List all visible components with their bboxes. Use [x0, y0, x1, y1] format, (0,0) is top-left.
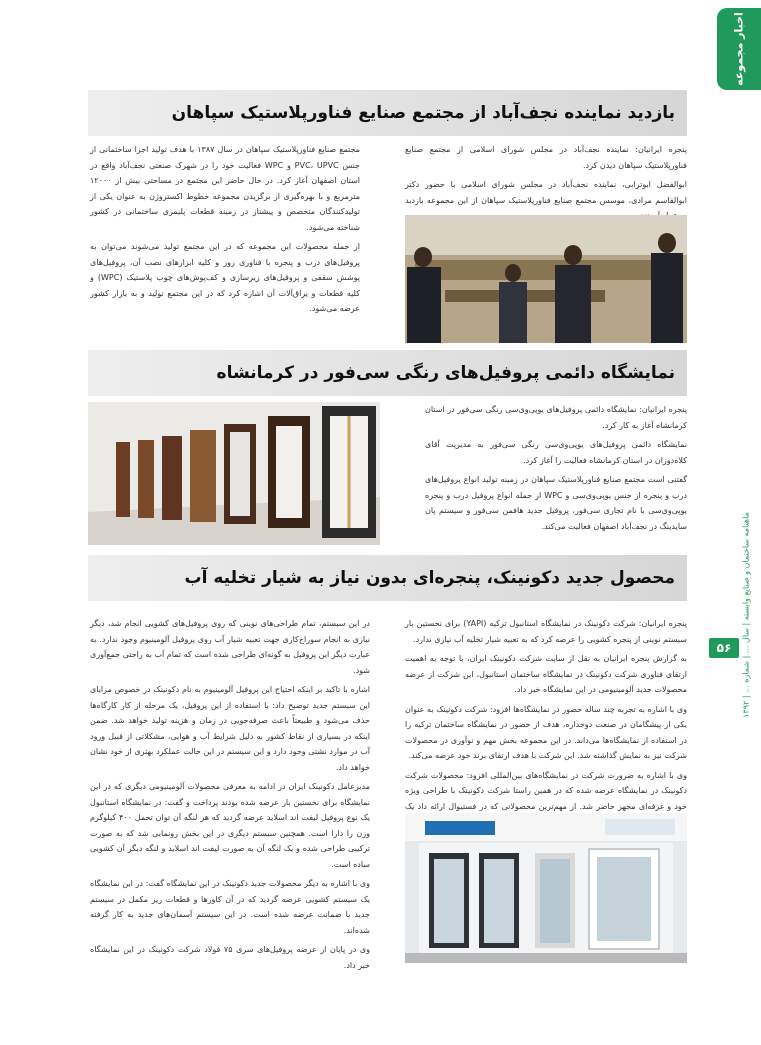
article2-para: گفتنی است مجتمع صنایع فناورپلاستیک سپاهان در زمینه تولید انواع پروفیل‌های درب و پنجره از جنس یوپی‌وی‌سی و WPC از جمله انواع پروفیل درب و پنجره یوپی‌وی‌سی با نام تجاری سی‌فور، پروفیل جدید هافمن سی‌فور و سیستم پان سایدینگ در نجف‌آباد اصفهان فعالیت می‌کند.	[425, 475, 687, 531]
article1-para: پنجره ایرانیان: نماینده نجف‌آباد در مجلس شورای اسلامی از مجتمع صنایع فناورپلاستیک سپاهان دیدن کرد.	[405, 145, 687, 170]
article2-para: پنجره ایرانیان: نمایشگاه دائمی پروفیل‌های یوپی‌وی‌سی رنگی سی‌فور در استان کرمانشاه آغاز به کار کرد.	[425, 405, 687, 430]
article3-para: پنجره ایرانیان: شرکت دکونینک در نمایشگاه استانبول ترکیه (YAPI) برای نخستین بار سیستم نوینی از پنجره کشویی را عرضه کرد که به تعبیه شیار تخلیه آب نیازی ندارد.	[405, 619, 687, 644]
article3-para: اشاره با تاکید بر اینکه احتیاج این پروفیل آلومینیوم به نام دکونینک در خصوص مزایای این سیستم جدید توضیح داد: با استفاده از این پروفیل، یک مرحله از کار کارگاه‌ها حذف می‌شود و طبیعتاً باعث صرفه‌جویی در زمان و هزینه تولید خواهد شد. ضمن اینکه در بسیاری از نقاط کشور به دلیل شرایط آب و هوایی، مشکلاتی از قبیل ورود آب در موارد نشتی وجود دارد و این سیستم در این حالت عملکرد بهتری از خود نشان خواهد داد.	[90, 685, 370, 772]
side-meta-text: ماهنامه ساختمان و صنایع وابسته | سال ... | شماره ... | ۱۳۹۲	[741, 512, 751, 718]
article3-para: وی با اشاره به تجربه چند ساله حضور در نمایشگاه‌ها افزود: شرکت دکونینک به عنوان یکی از پیشگامان در صنعت دوجداره، هدف از حضور در نمایشگاه ساختمان ترکیه را در استفاده از نمایشگاه‌ها می‌داند. در این مجموعه بخش مهم و نوآوری در محصولات شرکت نیز به نمایش گذاشته شد. این شرکت با هدف ارتقای برند خود عرضه می‌کند.	[405, 704, 687, 760]
article1-title: بازدید نماینده نجف‌آباد از مجتمع صنایع فناورپلاستیک سپاهان	[88, 90, 687, 136]
article1-para: مجتمع صنایع فناورپلاستیک سپاهان در سال ۱۳۸۷ با هدف تولید اجزا ساختمانی از جنس PVC، UPVC و WPC فعالیت خود را در شهرک صنعتی نجف‌آباد واقع در استان اصفهان آغاز کرد. در حال حاضر این مجتمع در مساحتی بیش از ۱۲۰۰۰ مترمربع و با بهره‌گیری از برگزیدن مجموعه خطوط اکستروژن به عنوان یکی از تولیدکنندگان متخصص و پیشتاز در زمینه قطعات پلیمری ساختمانی در کشور شناخته می‌شود.	[90, 145, 361, 232]
article1-photo	[405, 215, 687, 343]
article2-title: نمایشگاه دائمی پروفیل‌های رنگی سی‌فور در کرمانشاه	[88, 350, 687, 396]
article1-para: ابوالفضل ابوترابی، نماینده نجف‌آباد در مجلس شورای اسلامی با حضور دکتر ابوالقاسم مرادی، موسس مجتمع صنایع فناورپلاستیک سپاهان از این مجموعه بازدید	[405, 180, 687, 205]
page-number: ۵۶	[709, 638, 739, 658]
window-showroom-image	[88, 402, 380, 545]
article3-para: مدیرعامل دکونینک ایران در ادامه به معرفی محصولات آلومینیومی دیگری که در این نمایشگاه برای نخستین بار عرضه شده بودند پرداخت و گفت: در نمایشگاه استانبول یک نوع پروفیل لیفت اند اسلاید عرضه گردید که هر لنگه آن توان تحمل ۴۰۰ کیلوگرم وزن را دارا است. همچنین سیستم دیگری در این بخش رونمایی شد که به صورت ترکیبی طراحی شده و یک لنگه آن به صورت لیفت اند اسلاید و لنگه دیگر آن کشویی ساده است.	[90, 782, 370, 869]
article2-photo	[88, 402, 380, 545]
article2-body	[425, 402, 687, 538]
section-tab-label: اخبار مجموعه	[732, 12, 746, 86]
article2-para: نمایشگاه دائمی پروفیل‌های یوپی‌وی‌سی رنگی سی‌فور به مدیریت آقای کلاه‌دوزان در استان کرمانشاه فعالیت را آغاز کرد.	[425, 440, 687, 465]
section-tab	[717, 8, 761, 90]
article3-para: وی با اشاره به ضرورت شرکت در نمایشگاه‌های بین‌المللی افزود: محصولات شرکت دکونینک در نمایشگاه عرضه شده که در همین راستا شرکت دکونینک با طراحی ویژه خود و غرفه‌ای مجهز حاضر شد. از مهم‌ترین محصولاتی که در فستیوال ارائه داد یک	[405, 770, 687, 811]
article3-para: به گزارش پنجره ایرانیان به نقل از سایت شرکت دکونینک ایران، با توجه به اهمیت ارتقای فناوری شرکت دکونینک در نمایشگاه ساختمان استانبول، این شرکت از عرضه محصولات جدید آلومینیومی در این نمایشگاه خبر داد.	[405, 654, 687, 694]
visit-photo-image	[405, 215, 687, 343]
exhibition-booth-image	[405, 813, 687, 963]
article3-left-column	[90, 616, 370, 977]
article3-para: وی با اشاره به دیگر محصولات جدید دکونینک در این نمایشگاه گفت: در این نمایشگاه یک سیستم کشویی عرضه گردید که در آن کاورها و قطعات ریز مکمل در سیستم جدید با ضمانت عرضه شده است. در این سیستم آسمان‌های جدید به کار گرفته شده‌اند.	[90, 879, 370, 935]
article1-left-column	[90, 142, 360, 321]
article3-photo	[405, 813, 687, 963]
side-meta	[739, 470, 753, 760]
article3-para: در این سیستم، تمام طراحی‌های نوینی که روی پروفیل‌های کشویی انجام شد، دیگر نیازی به انجام سوراخ‌کاری جهت تعبیه شیار آب روی پروفیل آلومینیوم وجود ندارد. به عبارت دیگر این پروفیل به گونه‌ای طراحی شده است که تمام آب به راحتی جمع‌آوری شود.	[90, 619, 370, 675]
article3-title: محصول جدید دکونینک، پنجره‌ای بدون نیاز به شیار تخلیه آب	[88, 555, 687, 601]
article3-para: وی در پایان از عرضه پروفیل‌های سری ۷۵ فولاد شرکت دکونینک در این نمایشگاه خبر داد.	[90, 945, 370, 970]
article1-para: از جمله محصولات این مجموعه که در این مجتمع تولید می‌شوند می‌توان به پروفیل‌های درب و پنجره با فناوری روز و کلیه ابزارهای نصب آن، پروفیل‌های پوشش سقفی و پروفیل‌های زیرسازی و کف‌پوش‌های چوب پلاستیک (WPC) و کلیه قطعات و یراق‌آلات آن اشاره کرد که در این مجتمع تولید و به بازار کشور عرضه می‌شود.	[90, 242, 361, 313]
article3-right-column	[405, 616, 687, 834]
